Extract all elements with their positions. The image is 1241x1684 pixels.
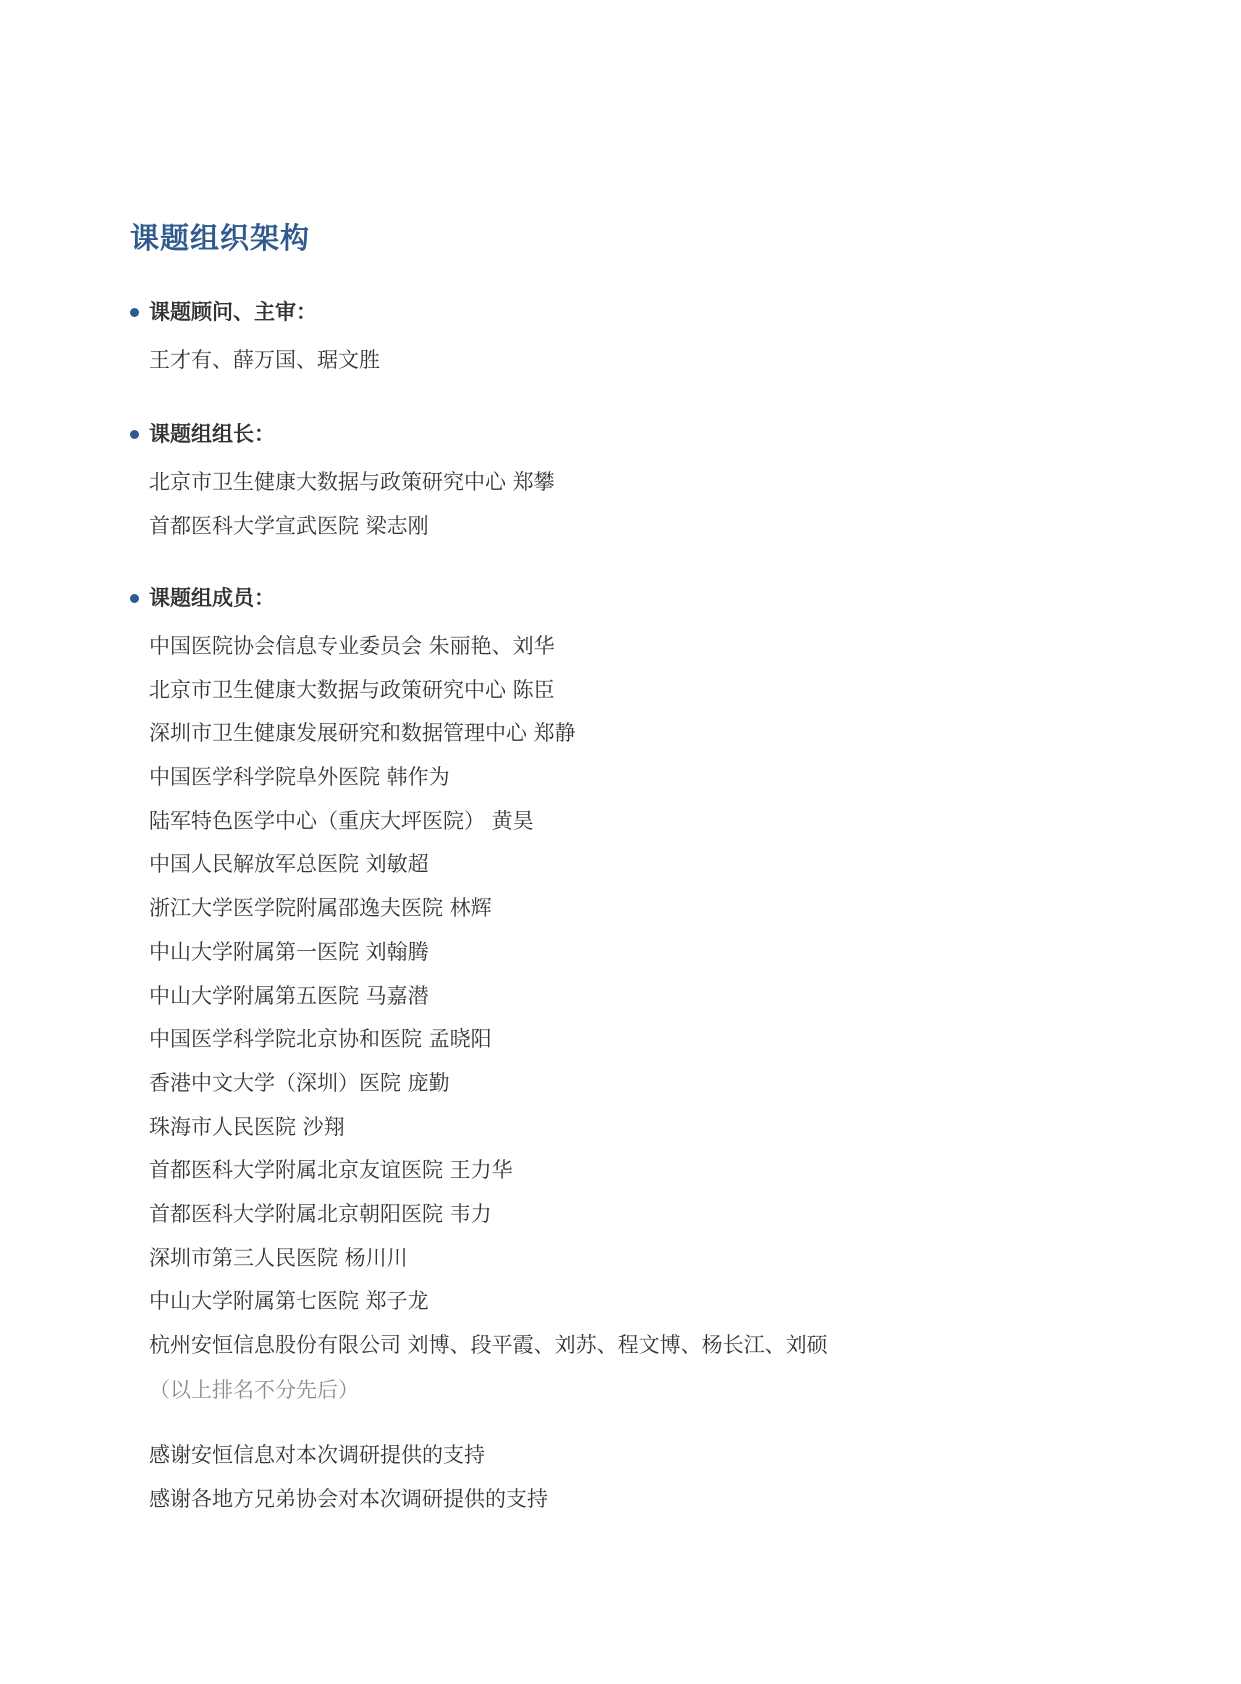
list-item: 中国医院协会信息专业委员会 朱丽艳、刘华 — [149, 634, 555, 658]
list-item: 浙江大学医学院附属邵逸夫医院 林辉 — [149, 896, 492, 921]
list-item: 首都医科大学附属北京朝阳医院 韦力 — [149, 1201, 492, 1226]
ranking-note: （以上排名不分先后） — [149, 1377, 359, 1402]
list-item: 中山大学附属第一医院 刘翰腾 — [149, 939, 429, 964]
list-item: 首都医科大学附属北京友谊医院 王力华 — [149, 1158, 513, 1183]
thanks-line: 感谢各地方兄弟协会对本次调研提供的支持 — [149, 1486, 548, 1511]
bullet-dot-icon — [130, 430, 139, 439]
list-item: 珠海市人民医院 沙翔 — [149, 1114, 345, 1139]
section-advisors — [130, 297, 1130, 383]
section-heading-label: 课题顾问、主审： — [149, 300, 317, 324]
bullet-dot-icon — [130, 308, 139, 317]
acknowledgements — [130, 1434, 548, 1521]
list-item: 中山大学附属第五医院 马嘉潜 — [149, 983, 429, 1008]
list-item: 深圳市卫生健康发展研究和数据管理中心 郑静 — [149, 721, 576, 746]
section-heading — [130, 583, 1130, 613]
list-item: 北京市卫生健康大数据与政策研究中心 陈臣 — [149, 677, 555, 702]
list-item: 中国医学科学院阜外医院 韩作为 — [149, 765, 450, 790]
section-heading — [130, 297, 1130, 327]
list-item: 首都医科大学宣武医院 梁志刚 — [149, 513, 429, 538]
thanks-line: 感谢安恒信息对本次调研提供的支持 — [149, 1443, 485, 1467]
section-heading-label: 课题组组长： — [149, 422, 275, 446]
page-title: 课题组织架构 — [130, 221, 311, 255]
list-item: 深圳市第三人民医院 杨川川 — [149, 1245, 408, 1270]
list-item: 陆军特色医学中心（重庆大坪医院） 黄昊 — [149, 808, 534, 833]
bullet-dot-icon — [130, 594, 139, 603]
section-heading — [130, 419, 1130, 449]
list-item: 王才有、薛万国、琚文胜 — [149, 348, 380, 372]
list-item: 香港中文大学（深圳）医院 庞勤 — [149, 1070, 450, 1095]
list-item: 北京市卫生健康大数据与政策研究中心 郑攀 — [149, 470, 555, 494]
list-item: 中国人民解放军总医院 刘敏超 — [149, 852, 429, 877]
section-leaders — [130, 419, 1130, 548]
list-item: 中山大学附属第七医院 郑子龙 — [149, 1289, 429, 1314]
list-item: 中国医学科学院北京协和医院 孟晓阳 — [149, 1027, 492, 1052]
section-members — [130, 583, 1130, 1412]
list-item: 杭州安恒信息股份有限公司 刘博、段平霞、刘苏、程文博、杨长江、刘硕 — [149, 1333, 828, 1357]
section-heading-label: 课题组成员： — [149, 586, 275, 610]
